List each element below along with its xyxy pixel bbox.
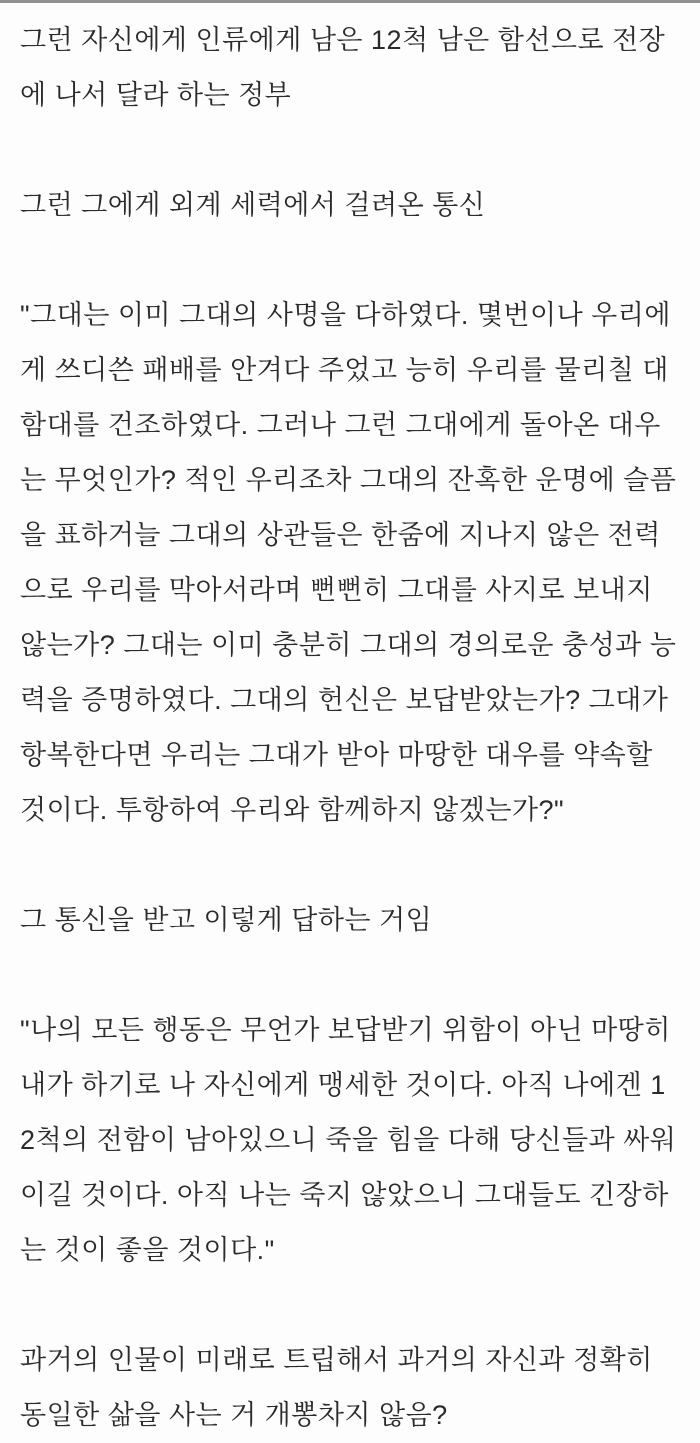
- quote-alien-surrender-offer: "그대는 이미 그대의 사명을 다하였다. 몇번이나 우리에게 쓰디쓴 패배를 안겨다 주었고 능히 우리를 물리칠 대함대를 건조하였다. 그러나 그런 그대에게 돌아온 대우는 무엇인가? 적인 우리조차 그대의 잔혹한 운명에 슬픔을 표하거늘 그대의 상관들은 한줌에 지나지 않은 전력으로 우리를 막아서라며 뻔뻔히 그대를 사지로 보내지 않는가? 그대는 이미 충분히 그대의 경의로운 충성과 능력을 증명하였다. 그대의 헌신은 보답받았는가? 그대가 항복한다면 우리는 그대가 받아 마땅한 대우를 약속할 것이다. 투항하여 우리와 함께하지 않겠는가?": [20, 300, 677, 825]
- paragraph-government-request: 그런 자신에게 인류에게 남은 12척 남은 함선으로 전장에 나서 달라 하는 정부: [20, 25, 666, 110]
- paragraph-alien-transmission-intro: 그런 그에게 외계 세력에서 걸려온 통신: [20, 190, 486, 220]
- paragraph-commentary: 과거의 인물이 미래로 트립해서 과거의 자신과 정확히 동일한 삶을 사는 거 개뽕차지 않음?: [20, 1345, 653, 1430]
- post-body: [0, 3, 700, 1443]
- quote-protagonist-reply: "나의 모든 행동은 무언가 보답받기 위함이 아닌 마땅히 내가 하기로 나 자신에게 맹세한 것이다. 아직 나에겐 12척의 전함이 남아있으니 죽을 힘을 다해 당신들과 싸워 이길 것이다. 아직 나는 죽지 않았으니 그대들도 긴장하는 것이 좋을 것이다.": [20, 1015, 677, 1265]
- paragraph-reply-intro: 그 통신을 받고 이렇게 답하는 거임: [20, 905, 433, 935]
